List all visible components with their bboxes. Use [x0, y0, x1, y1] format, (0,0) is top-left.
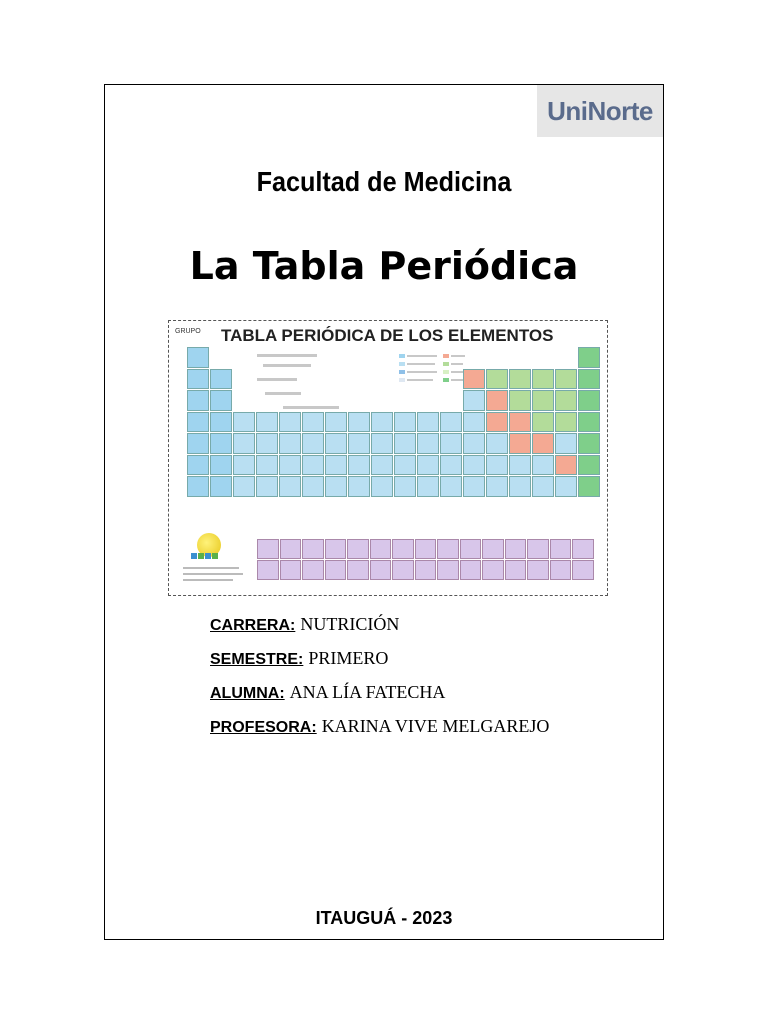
element-cell	[578, 476, 600, 497]
element-cell	[325, 455, 347, 476]
element-cell	[371, 476, 393, 497]
element-cell	[555, 369, 577, 390]
inner-transition-cell	[527, 560, 549, 580]
element-cell	[325, 476, 347, 497]
inner-transition-cell	[437, 539, 459, 559]
element-cell	[486, 390, 508, 411]
inner-transition-cell	[370, 539, 392, 559]
inner-transition-cell	[505, 560, 527, 580]
element-cell	[279, 433, 301, 454]
element-cell	[417, 476, 439, 497]
element-cell	[463, 433, 485, 454]
inner-transition-cell	[482, 539, 504, 559]
element-cell	[279, 412, 301, 433]
element-cell	[440, 433, 462, 454]
element-cell	[532, 390, 554, 411]
inner-transition-cell	[302, 539, 324, 559]
element-cell	[509, 455, 531, 476]
element-cell	[325, 433, 347, 454]
element-cell	[279, 476, 301, 497]
info-row-carrera	[210, 614, 399, 635]
faculty-heading: Facultad de Medicina	[256, 166, 512, 197]
info-label-semestre: SEMESTRE:	[210, 651, 304, 668]
element-cell	[555, 390, 577, 411]
element-cell	[302, 455, 324, 476]
element-cell	[371, 412, 393, 433]
element-cell	[371, 455, 393, 476]
uninorte-logo	[537, 85, 663, 137]
element-cell	[371, 433, 393, 454]
element-cell	[578, 433, 600, 454]
element-cell	[578, 412, 600, 433]
element-cell	[256, 433, 278, 454]
element-cell	[187, 347, 209, 368]
place-and-year: ITAUGUÁ - 2023	[315, 908, 453, 928]
inner-transition-cell	[280, 539, 302, 559]
element-cell	[555, 455, 577, 476]
document-title: La Tabla Periódica	[189, 244, 579, 288]
element-cell	[555, 412, 577, 433]
element-cell	[187, 369, 209, 390]
element-cell	[555, 476, 577, 497]
element-cell	[440, 455, 462, 476]
element-cell	[440, 412, 462, 433]
element-cell	[394, 412, 416, 433]
logo-text: UniNorte	[547, 95, 653, 126]
element-cell	[210, 455, 232, 476]
inner-transition-cell	[437, 560, 459, 580]
element-cell	[348, 455, 370, 476]
element-cell	[302, 476, 324, 497]
info-value-carrera: NUTRICIÓN	[300, 614, 400, 634]
element-cell	[210, 390, 232, 411]
element-cell	[256, 455, 278, 476]
inner-transition-cell	[302, 560, 324, 580]
element-cell	[348, 433, 370, 454]
info-row-semestre	[210, 648, 388, 669]
inner-transition-cell	[527, 539, 549, 559]
element-cell	[210, 433, 232, 454]
inner-transition-cell	[392, 539, 414, 559]
element-cell	[256, 476, 278, 497]
element-cell	[463, 412, 485, 433]
element-cell	[555, 433, 577, 454]
element-cell	[578, 455, 600, 476]
element-cell	[417, 433, 439, 454]
inner-transition-cell	[460, 560, 482, 580]
element-cell	[578, 347, 600, 368]
element-cell	[187, 412, 209, 433]
element-cell	[233, 433, 255, 454]
element-cell	[578, 390, 600, 411]
inner-transition-cell	[280, 560, 302, 580]
info-value-alumna: ANA LÍA FATECHA	[289, 682, 446, 702]
element-cell	[187, 390, 209, 411]
inner-transition-cell	[257, 539, 279, 559]
element-cell	[256, 412, 278, 433]
info-row-profesora	[210, 716, 549, 737]
element-cell	[509, 476, 531, 497]
element-cell	[532, 433, 554, 454]
info-row-alumna	[210, 682, 445, 703]
periodic-table-image	[168, 320, 608, 596]
element-cell	[187, 433, 209, 454]
element-cell	[578, 369, 600, 390]
element-cell	[532, 412, 554, 433]
inner-transition-cell	[325, 560, 347, 580]
element-cell	[509, 433, 531, 454]
inner-transition-cell	[550, 539, 572, 559]
element-cell	[509, 369, 531, 390]
element-cell	[440, 476, 462, 497]
element-cell	[394, 455, 416, 476]
inner-transition-cell	[257, 560, 279, 580]
element-cell	[509, 390, 531, 411]
element-cell	[463, 369, 485, 390]
element-cell	[302, 433, 324, 454]
periodic-table-group-label: GRUPO	[175, 328, 201, 335]
element-cell	[463, 455, 485, 476]
element-cell	[486, 476, 508, 497]
inner-transition-cell	[572, 560, 594, 580]
element-cell	[394, 433, 416, 454]
info-label-alumna: ALUMNA:	[210, 685, 285, 702]
element-cell	[279, 455, 301, 476]
element-cell	[509, 412, 531, 433]
inner-transition-cell	[370, 560, 392, 580]
inner-transition-cell	[482, 560, 504, 580]
element-cell	[486, 412, 508, 433]
element-cell	[187, 476, 209, 497]
element-cell	[532, 476, 554, 497]
periodic-table-grid	[187, 343, 603, 525]
info-value-semestre: PRIMERO	[308, 648, 389, 668]
inner-transition-cell	[460, 539, 482, 559]
element-cell	[348, 476, 370, 497]
inner-transition-cell	[392, 560, 414, 580]
inner-transition-cell	[325, 539, 347, 559]
inner-transition-cell	[415, 560, 437, 580]
inner-transition-cell	[347, 539, 369, 559]
element-cell	[233, 412, 255, 433]
element-cell	[394, 476, 416, 497]
element-cell	[187, 455, 209, 476]
inner-transition-cell	[347, 560, 369, 580]
element-cell	[532, 369, 554, 390]
element-cell	[233, 476, 255, 497]
element-cell	[302, 412, 324, 433]
element-cell	[486, 455, 508, 476]
element-cell	[463, 476, 485, 497]
info-label-carrera: CARRERA:	[210, 617, 296, 634]
element-cell	[417, 455, 439, 476]
element-cell	[348, 412, 370, 433]
info-value-profesora: KARINA VIVE MELGAREJO	[321, 716, 550, 736]
element-cell	[486, 369, 508, 390]
element-cell	[532, 455, 554, 476]
info-label-profesora: PROFESORA:	[210, 719, 317, 736]
element-cell	[233, 455, 255, 476]
element-cell	[463, 390, 485, 411]
inner-transition-cell	[550, 560, 572, 580]
element-cell	[325, 412, 347, 433]
element-cell	[210, 412, 232, 433]
inner-transition-cell	[415, 539, 437, 559]
element-cell	[210, 476, 232, 497]
element-cell	[210, 369, 232, 390]
element-cell	[486, 433, 508, 454]
periodic-table-emblem	[191, 533, 225, 561]
element-cell	[417, 412, 439, 433]
periodic-table-image-title: TABLA PERIÓDICA DE LOS ELEMENTOS	[221, 326, 554, 345]
inner-transition-cell	[505, 539, 527, 559]
inner-transition-cell	[572, 539, 594, 559]
